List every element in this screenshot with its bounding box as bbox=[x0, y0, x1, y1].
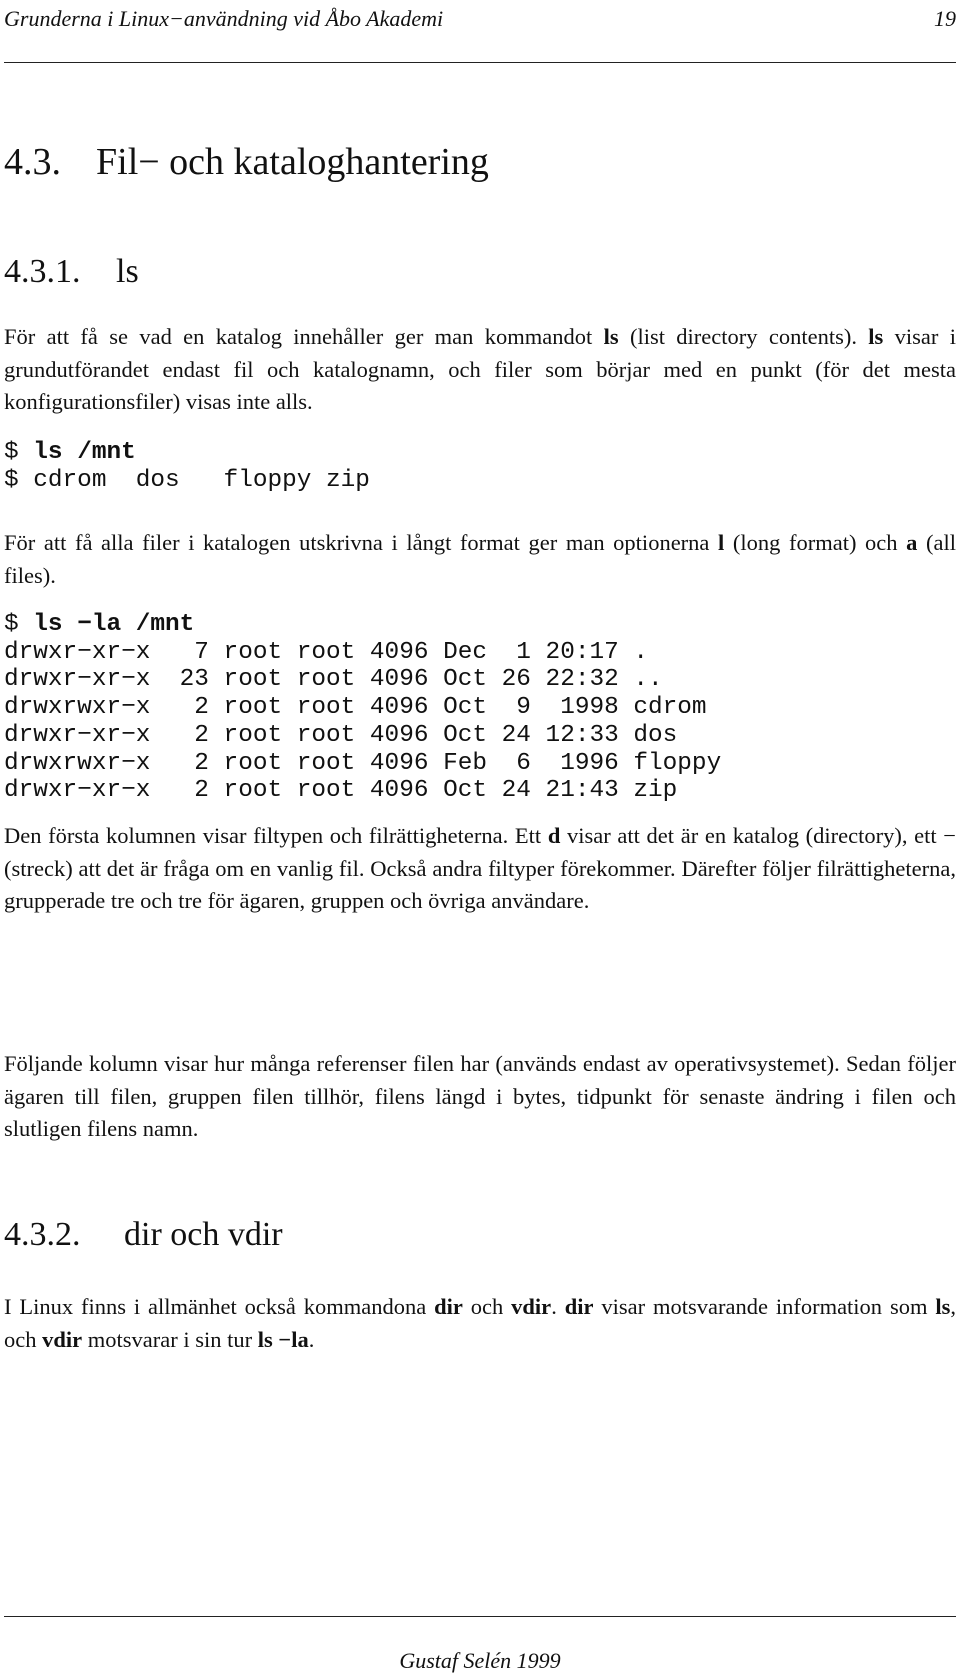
section-heading bbox=[4, 143, 489, 181]
command: ls −la /mnt bbox=[33, 611, 195, 638]
page-number: 19 bbox=[934, 6, 956, 31]
text: . bbox=[551, 1294, 565, 1319]
paragraph-columns bbox=[4, 1048, 956, 1146]
letter-d: d bbox=[547, 823, 561, 848]
code-output-line: $ cdrom dos floppy zip bbox=[4, 466, 370, 494]
running-header bbox=[4, 6, 956, 36]
command: ls /mnt bbox=[33, 439, 136, 466]
text: Följande kolumn visar hur många referenser filen har (används endast av operativsystemet). Sedan följer ägaren till filen, gruppen filen tillhör, filens längd i bytes, tidpunkt för senaste ändring i filen och slutligen filens namn. bbox=[4, 1051, 956, 1142]
text: visar motsvarande information som bbox=[593, 1294, 936, 1319]
code-line bbox=[4, 439, 370, 467]
subsection-number: 4.3.2. bbox=[4, 1216, 81, 1253]
listing-row: drwxr−xr−x 2 root root 4096 Oct 24 12:33 dos bbox=[4, 721, 678, 749]
paragraph-dir-vdir bbox=[4, 1291, 956, 1356]
command-name: ls −la bbox=[257, 1326, 309, 1352]
subsection-heading-ls bbox=[4, 255, 139, 289]
command-name: ls bbox=[603, 324, 619, 349]
prompt: $ bbox=[4, 611, 34, 638]
text: . bbox=[308, 1326, 315, 1352]
header-title: Grunderna i Linux−användning vid Åbo Akademi bbox=[4, 6, 444, 31]
section-number: 4.3. bbox=[4, 141, 61, 183]
paragraph-file-type bbox=[4, 820, 956, 918]
footer-rule bbox=[4, 1616, 956, 1617]
text: visar i grundutförandet endast fil och katalognamn, och filer som börjar med en punkt (för det mesta konfigurationsfiler) visas inte alls. bbox=[4, 324, 956, 415]
option-name: a bbox=[906, 530, 918, 555]
text: (list directory contents). bbox=[618, 324, 869, 349]
command-name: ls bbox=[935, 1294, 951, 1319]
header-rule bbox=[4, 62, 956, 63]
code-block-ls bbox=[4, 439, 370, 494]
text: Den första kolumnen visar filtypen och filrättigheterna. Ett bbox=[4, 823, 548, 848]
command-name: vdir bbox=[511, 1294, 552, 1319]
paragraph-long-format bbox=[4, 527, 956, 592]
text: motsvarar i sin tur bbox=[82, 1326, 258, 1352]
text: För att få alla filer i katalogen utskrivna i långt format ger man optionerna bbox=[4, 530, 719, 555]
subsection-number: 4.3.1. bbox=[4, 253, 81, 290]
command-name: vdir bbox=[42, 1326, 83, 1352]
section-title: Fil− och kataloghantering bbox=[96, 141, 489, 183]
text: I Linux finns i allmänhet också kommandona bbox=[4, 1294, 435, 1319]
text: (long format) och bbox=[724, 530, 907, 555]
subsection-heading-dir bbox=[4, 1218, 283, 1252]
command-name: ls bbox=[868, 324, 884, 349]
paragraph-ls-intro bbox=[4, 321, 956, 419]
code-block-ls-la bbox=[4, 611, 721, 805]
listing-row: drwxr−xr−x 23 root root 4096 Oct 26 22:32 .. bbox=[4, 666, 663, 694]
listing-row: drwxrwxr−x 2 root root 4096 Oct 9 1998 cdrom bbox=[4, 694, 707, 722]
listing-row: drwxr−xr−x 2 root root 4096 Oct 24 21:43 zip bbox=[4, 777, 678, 805]
text: (all files). bbox=[4, 530, 956, 588]
text: , och bbox=[4, 1294, 956, 1352]
text: För att få se vad en katalog innehåller ger man kommandot bbox=[4, 324, 604, 349]
text: och bbox=[462, 1294, 512, 1319]
command-name: dir bbox=[564, 1294, 594, 1319]
command-name: dir bbox=[434, 1294, 463, 1319]
option-name: l bbox=[718, 530, 725, 555]
subsection-title: ls bbox=[116, 253, 139, 290]
listing-row: drwxr−xr−x 7 root root 4096 Dec 1 20:17 . bbox=[4, 638, 649, 666]
code-line bbox=[4, 611, 721, 639]
subsection-title: dir och vdir bbox=[124, 1216, 283, 1253]
text: visar att det är en katalog (directory), ett − (streck) att det är fråga om en vanlig fil. Också andra filtyper förekommer. Därefter följer filrättigheterna, grupperade tre och tre för ägaren, gruppen och övriga användare. bbox=[4, 823, 956, 914]
prompt: $ bbox=[4, 439, 34, 466]
listing-row: drwxrwxr−x 2 root root 4096 Feb 6 1996 floppy bbox=[4, 749, 722, 777]
footer: Gustaf Selén 1999 bbox=[399, 1648, 561, 1673]
